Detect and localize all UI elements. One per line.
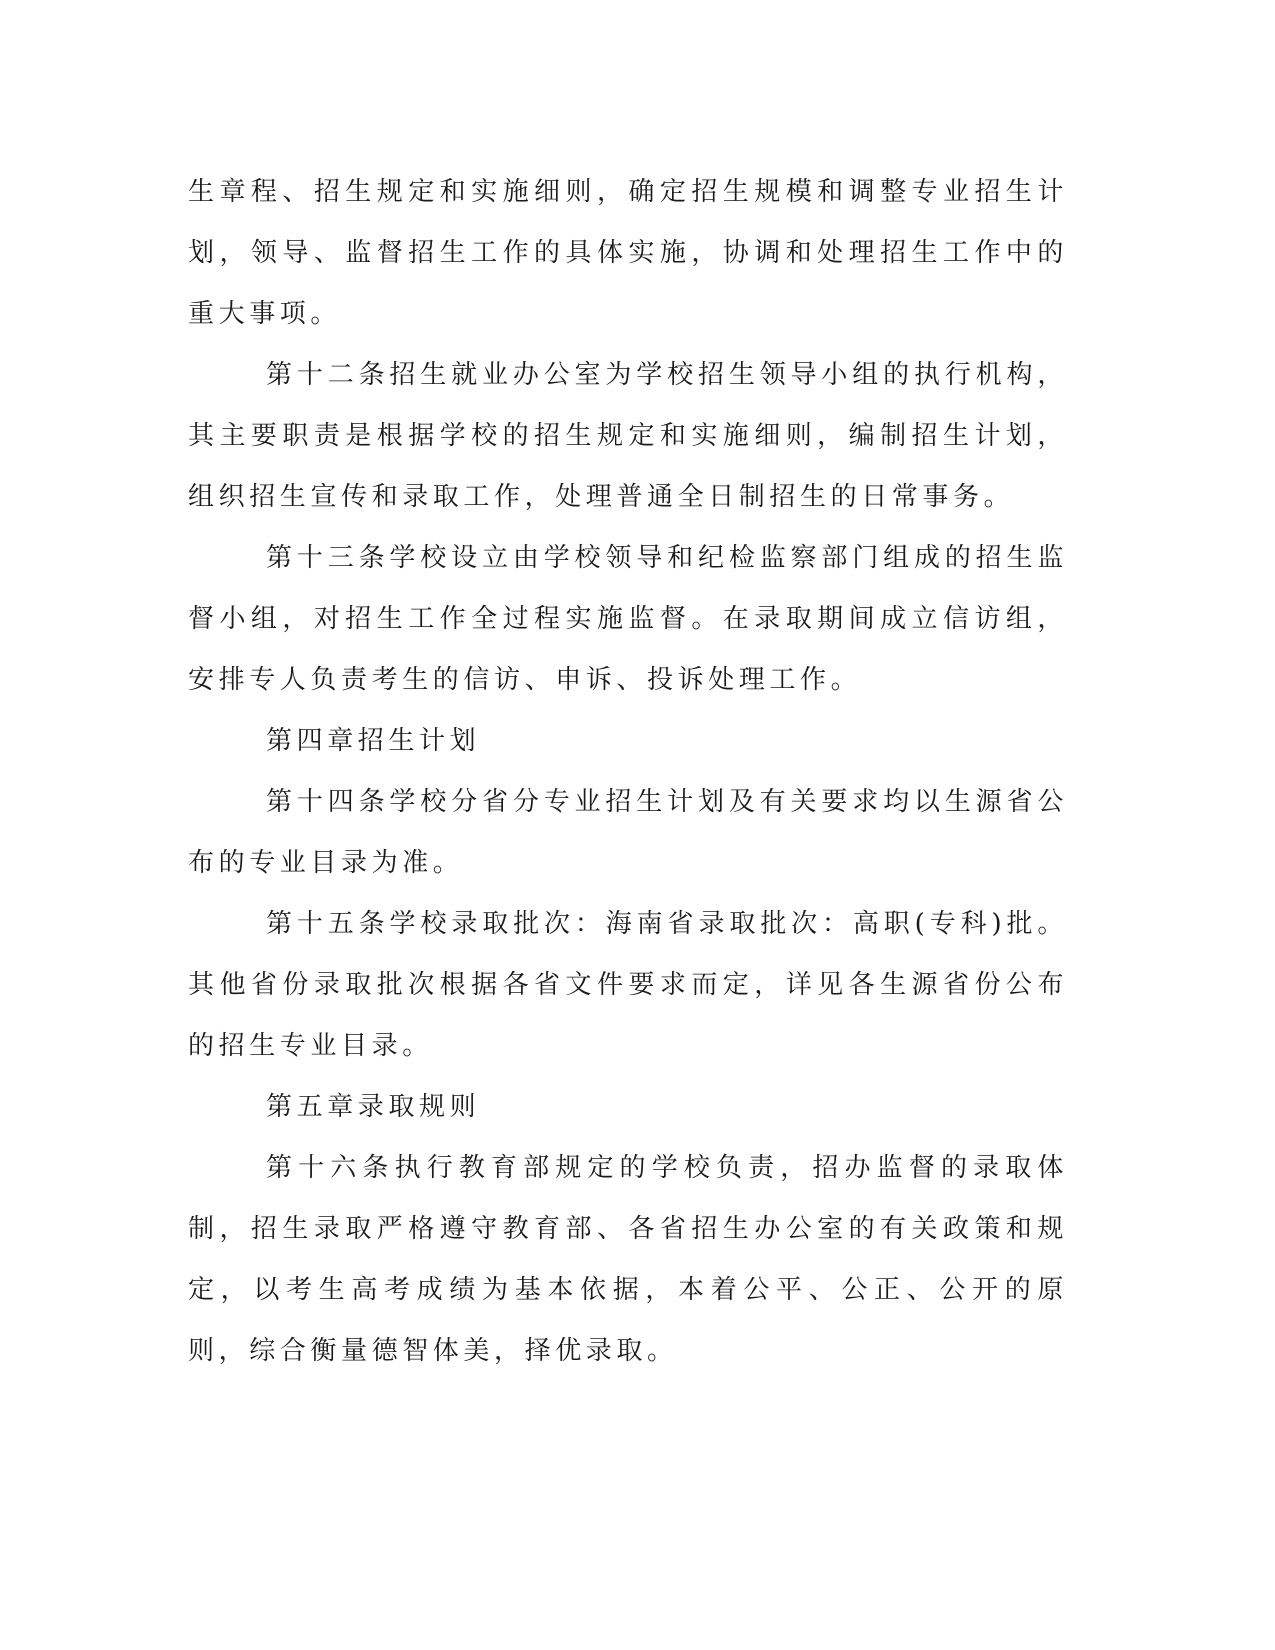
paragraph-article-14: 第十四条学校分省分专业招生计划及有关要求均以生源省公布的专业目录为准。 [188,787,1068,878]
paragraph-article-13: 第十三条学校设立由学校领导和纪检监察部门组成的招生监督小组，对招生工作全过程实施监督。在录取期间成立信访组，安排专人负责考生的信访、申诉、投诉处理工作。 [188,543,1068,695]
paragraph-article-16: 第十六条执行教育部规定的学校负责，招办监督的录取体制，招生录取严格遵守教育部、各省招生办公室的有关政策和规定，以考生高考成绩为基本依据，本着公平、公正、公开的原则，综合衡量德智体美，择优录取。 [188,1153,1068,1366]
paragraph-continuation: 生章程、招生规定和实施细则，确定招生规模和调整专业招生计划，领导、监督招生工作的具体实施，协调和处理招生工作中的重大事项。 [188,177,1068,329]
chapter-heading-5: 第五章录取规则 [266,1092,481,1122]
chapter-heading-4: 第四章招生计划 [266,726,481,756]
paragraph-article-12: 第十二条招生就业办公室为学校招生领导小组的执行机构，其主要职责是根据学校的招生规定和实施细则，编制招生计划，组织招生宣传和录取工作，处理普通全日制招生的日常事务。 [188,360,1068,512]
document-body [188,162,1068,1382]
paragraph-article-15: 第十五条学校录取批次：海南省录取批次：高职(专科)批。其他省份录取批次根据各省文件要求而定，详见各生源省份公布的招生专业目录。 [188,909,1068,1061]
